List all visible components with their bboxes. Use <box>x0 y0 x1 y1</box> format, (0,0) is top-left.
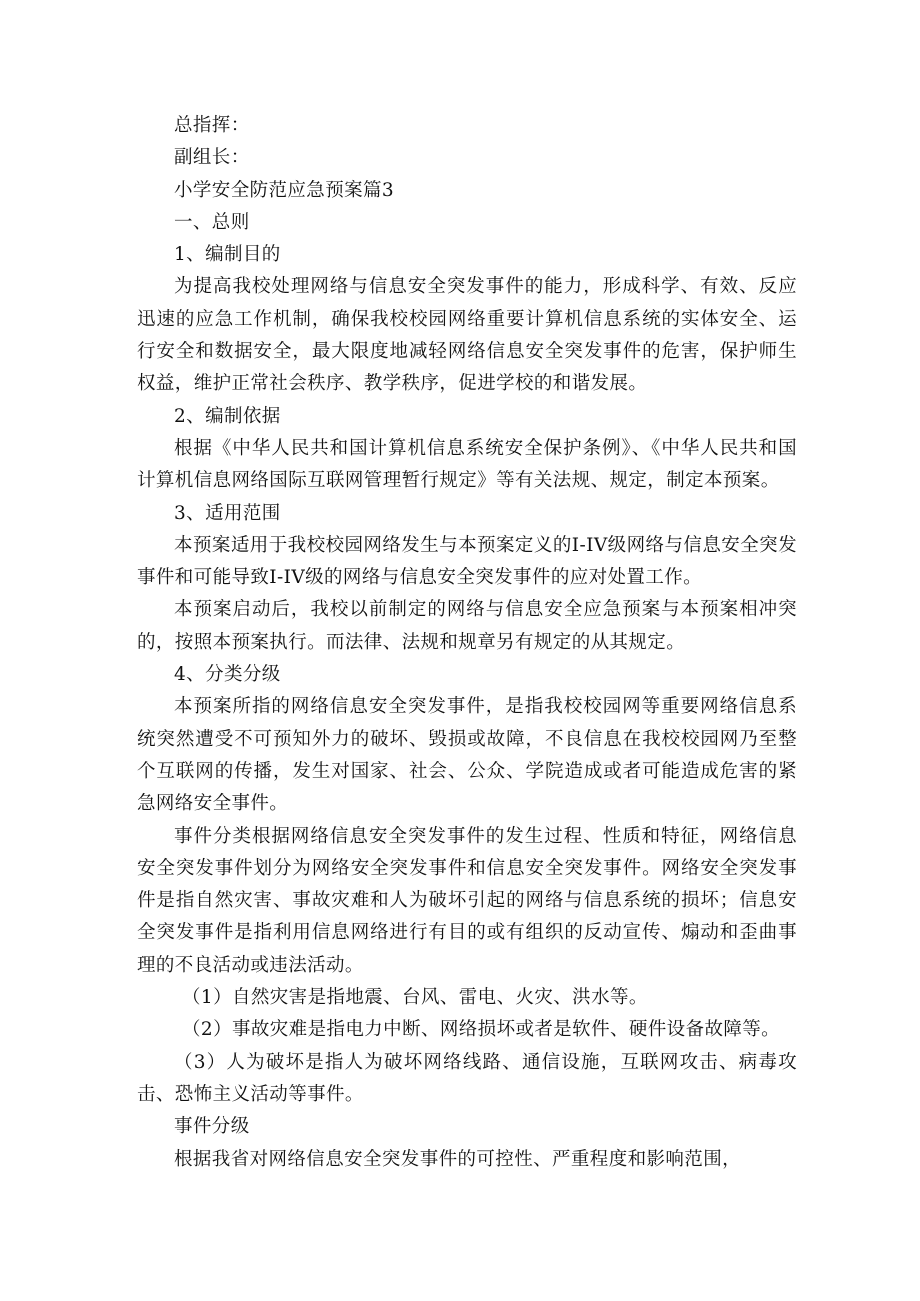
paragraph-classification: 事件分类根据网络信息安全突发事件的发生过程、性质和特征，网络信息安全突发事件划分为网络安全突发事件和信息安全突发事件。网络安全突发事件是指自然灾害、事故灾难和人为破坏引起的网络与信息系统的损坏；信息安全突发事件是指利用信息网络进行有目的或有组织的反动宣传、煽动和歪曲事理的不良活动或违法活动。 <box>137 825 797 976</box>
list-item-human-damage: （3）人为破坏是指人为破坏网络线路、通信设施，互联网攻击、病毒攻击、恐怖主义活动等事件。 <box>137 1051 797 1105</box>
document-body <box>137 110 797 1176</box>
paragraph-conflict: 本预案启动后，我校以前制定的网络与信息安全应急预案与本预案相冲突的，按照本预案执行。而法律、法规和规章另有规定的从其规定。 <box>137 599 797 653</box>
heading-scope: 3、适用范围 <box>174 502 281 524</box>
deputy-leader-label: 副组长： <box>174 147 250 169</box>
paragraph-basis: 根据《中华人民共和国计算机信息系统安全保护条例》、《中华人民共和国计算机信息网络国际互联网管理暂行规定》等有关法规、规定，制定本预案。 <box>137 437 797 492</box>
heading-purpose: 1、编制目的 <box>174 244 281 266</box>
paragraph-purpose: 为提高我校处理网络与信息安全突发事件的能力，形成科学、有效、反应迅速的应急工作机制，确保我校校园网络重要计算机信息系统的实体安全、运行安全和数据安全，最大限度地减轻网络信息安全突发事件的危害，保护师生权益，维护正常社会秩序、教学秩序，促进学校的和谐发展。 <box>137 276 797 395</box>
heading-general: 一、总则 <box>174 211 250 233</box>
paragraph-definition: 本预案所指的网络信息安全突发事件，是指我校校园网等重要网络信息系统突然遭受不可预知外力的破坏、毁损或故障，不良信息在我校校园网乃至整个互联网的传播，发生对国家、社会、公众、学院造成或者可能造成危害的紧急网络安全事件。 <box>137 696 797 815</box>
commander-label: 总指挥： <box>174 115 250 136</box>
paragraph-grading: 根据我省对网络信息安全突发事件的可控性、严重程度和影响范围， <box>174 1148 742 1170</box>
heading-event-grading: 事件分级 <box>174 1116 250 1138</box>
paragraph-scope: 本预案适用于我校校园网络发生与本预案定义的I-IV级网络与信息安全突发事件和可能导致I-IV级的网络与信息安全突发事件的应对处置工作。 <box>137 534 797 589</box>
heading-classification: 4、分类分级 <box>174 664 281 686</box>
section-title: 小学安全防范应急预案篇3 <box>174 179 395 201</box>
heading-basis: 2、编制依据 <box>174 405 281 427</box>
list-item-accident: （2）事故灾难是指电力中断、网络损坏或者是软件、硬件设备故障等。 <box>182 1019 781 1041</box>
list-item-natural-disaster: （1）自然灾害是指地震、台风、雷电、火灾、洪水等。 <box>182 987 648 1009</box>
